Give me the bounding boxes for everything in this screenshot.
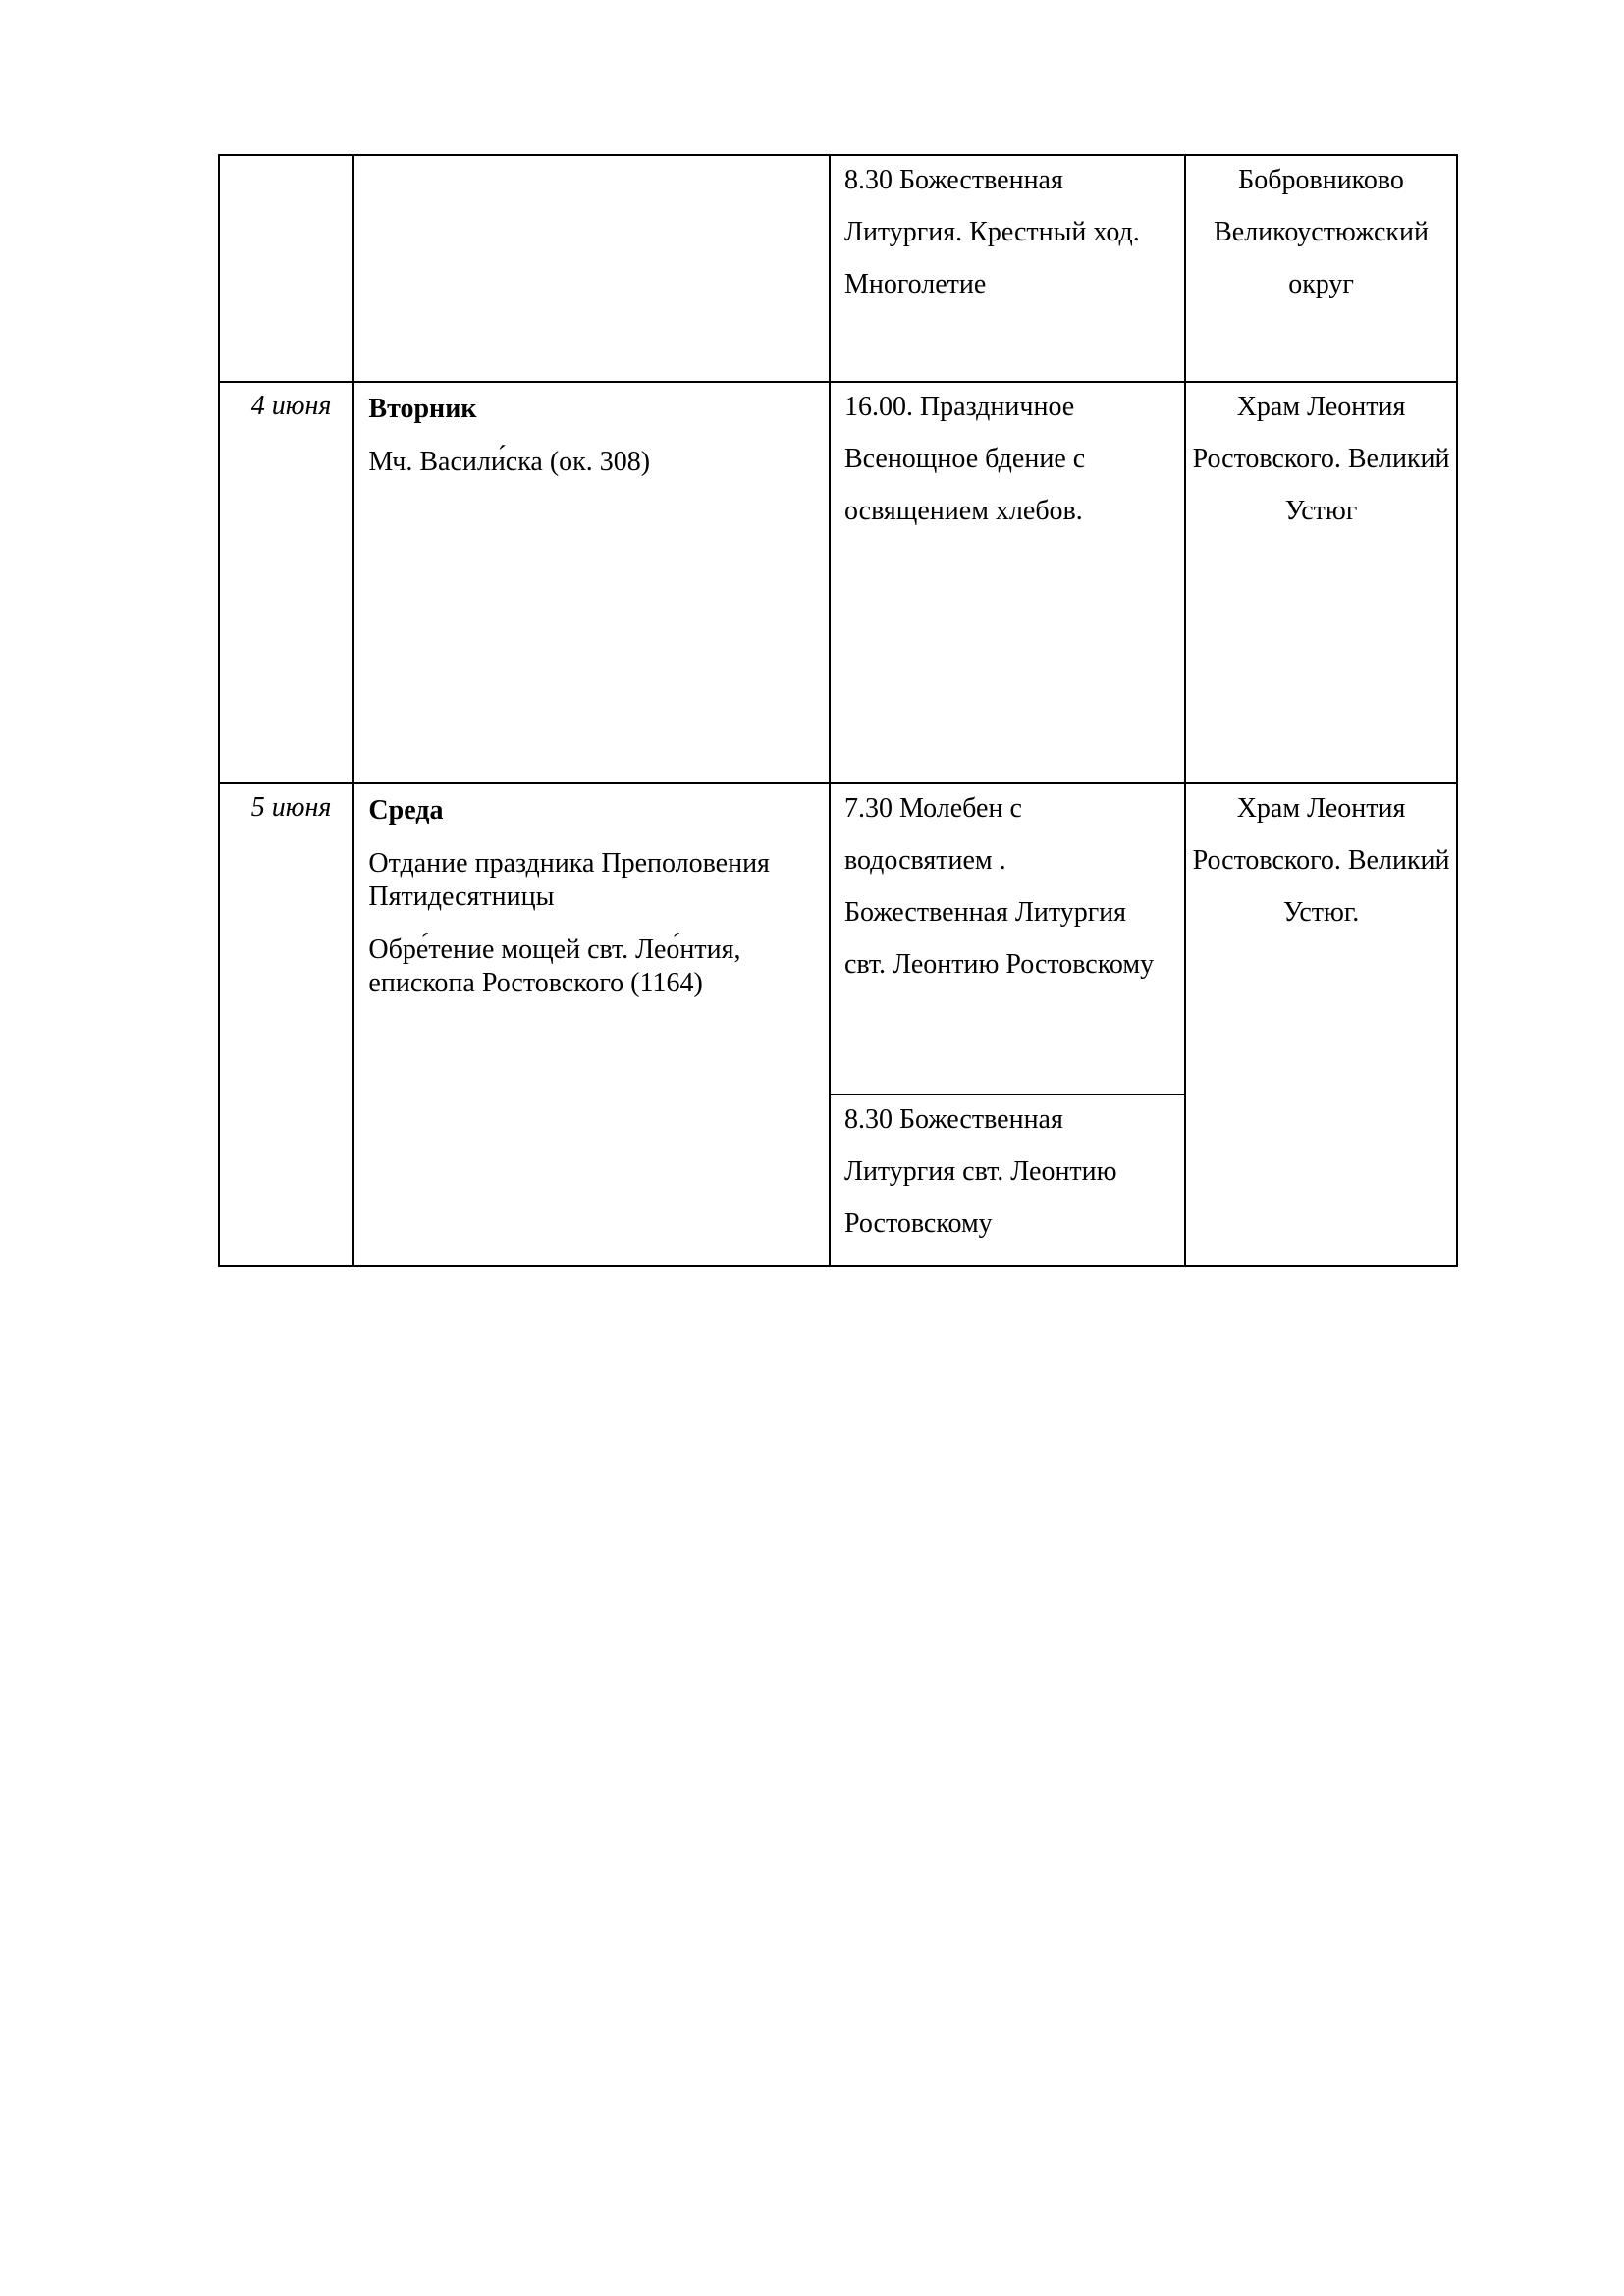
date-cell [219, 783, 353, 1266]
date-cell [219, 155, 353, 382]
service-text: 16.00. Праздничное Всенощное бдение с освящением хлебов. [843, 392, 1086, 526]
table-row [219, 783, 1457, 1095]
feast-cell [353, 783, 830, 1266]
service-text: 7.30 Молебен с водосвятием . Божественная Литургия свт. Леонтию Ростовскому [843, 793, 1155, 980]
service-text: 8.30 Божественная Литургия свт. Леонтию Ростовскому [843, 1104, 1117, 1239]
feast-cell [353, 155, 830, 382]
feast-text: Обре́тение мощей свт. Лео́нтия, епископа Ростовского (1164) [368, 934, 741, 998]
place-cell [1185, 382, 1457, 783]
table-row [219, 155, 1457, 382]
date-text [220, 156, 352, 162]
date-text: 4 июня [250, 391, 332, 421]
service-cell [830, 1095, 1185, 1266]
feast-cell [353, 382, 830, 783]
place-text: Храм Леонтия Ростовского. Великий Устюг [1192, 392, 1450, 526]
place-cell [1185, 155, 1457, 382]
feast-text: Отдание праздника Преполовения Пятидесятницы [368, 848, 770, 912]
date-text: 5 июня [250, 792, 332, 823]
service-cell [830, 155, 1185, 382]
feast-text: Мч. Васили́ска (ок. 308) [368, 447, 651, 477]
service-text: 8.30 Божественная Литургия. Крестный ход. Многолетие [843, 165, 1140, 299]
place-text: Храм Леонтия Ростовского. Великий Устюг. [1192, 793, 1450, 928]
weekday-text: Среда [368, 795, 444, 826]
place-text: Бобровниково Великоустюжский округ [1214, 165, 1429, 299]
table-row [219, 382, 1457, 783]
place-cell [1185, 783, 1457, 1266]
service-cell [830, 783, 1185, 1095]
date-cell [219, 382, 353, 783]
service-cell [830, 382, 1185, 783]
service-schedule-table [218, 154, 1458, 1267]
weekday-text: Вторник [368, 394, 477, 424]
